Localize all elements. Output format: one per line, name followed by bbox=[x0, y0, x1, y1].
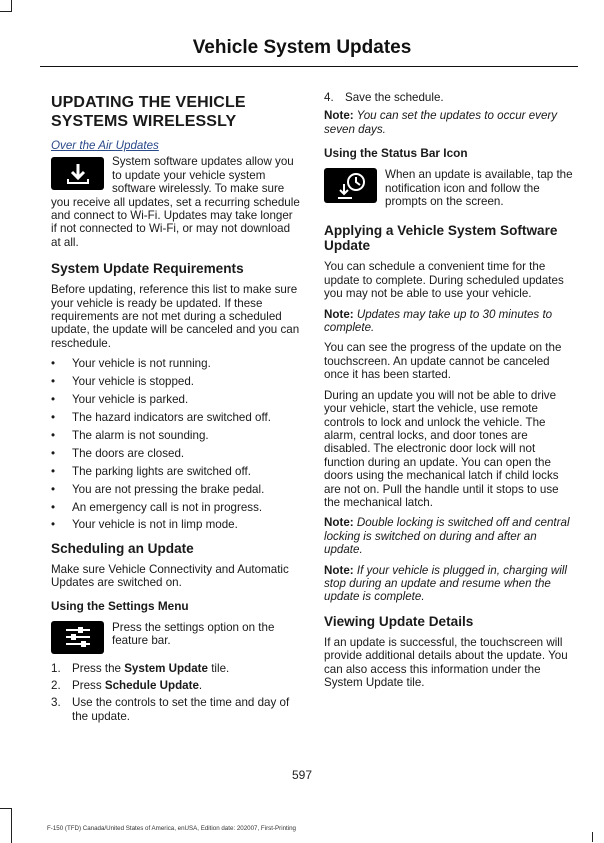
bullet: • bbox=[51, 428, 56, 442]
page-title: Vehicle System Updates bbox=[192, 37, 412, 58]
scheduling-text: Make sure Vehicle Connectivity and Automatic Updates are switched on. bbox=[51, 562, 289, 590]
requirement-text: Your vehicle is stopped. bbox=[72, 375, 195, 389]
note-label: Note: bbox=[324, 516, 354, 530]
settings-text: Press the settings option on the feature bar. bbox=[112, 620, 275, 648]
requirement-item bbox=[51, 393, 301, 406]
requirement-item bbox=[51, 465, 301, 478]
progress-text: You can see the progress of the update on the touchscreen. An update cannot be canceled once it has been started. bbox=[324, 341, 562, 382]
bullet: • bbox=[51, 500, 56, 514]
step-text: . bbox=[198, 679, 203, 693]
settings-sliders-icon bbox=[51, 621, 104, 654]
requirement-text: The alarm is not sounding. bbox=[72, 428, 209, 442]
requirement-text: The hazard indicators are switched off. bbox=[72, 411, 271, 424]
step-emphasis: System Update bbox=[124, 661, 208, 675]
restrictions-text: During an update you will not be able to drive your vehicle, start the vehicle, use remote controls to lock and unlock the vehicle. The alarm, central locks, and door tones are disabled. The electronic door lock will not function during an update. You can open the doors using the mechanical latch if child locks are not on. Pull the handle until it stops to use the mechanical latch. bbox=[324, 388, 559, 509]
requirement-item bbox=[51, 447, 301, 460]
intro-text: System software updates allow you to update your vehicle system software wirelessly. To make sure you receive all updates, set a recurring schedule and connect to Wi-Fi. Updates may take longer if not connected to Wi-Fi, or may not download at all. bbox=[51, 155, 300, 249]
step-item bbox=[51, 662, 301, 675]
step-item bbox=[51, 696, 301, 723]
step-text: tile. bbox=[207, 661, 230, 675]
page-number: 597 bbox=[291, 768, 313, 782]
step-item bbox=[51, 679, 301, 692]
requirement-item bbox=[51, 483, 301, 496]
note-label: Note: bbox=[324, 563, 354, 577]
viewing-heading: Viewing Update Details bbox=[324, 613, 474, 629]
requirement-item bbox=[51, 357, 301, 370]
ota-updates-link[interactable]: Over the Air Updates bbox=[51, 139, 159, 152]
note-text: You can set the updates to occur every seven days. bbox=[324, 109, 558, 136]
right-column bbox=[324, 91, 574, 696]
requirement-item bbox=[51, 501, 301, 514]
requirement-item bbox=[51, 429, 301, 442]
step-item bbox=[324, 91, 574, 104]
requirement-item bbox=[51, 411, 301, 424]
settings-menu-heading: Using the Settings Menu bbox=[51, 598, 189, 613]
step-text: Press bbox=[72, 679, 105, 693]
note-text: Double locking is switched off and central locking is switched on during and after an update. bbox=[324, 516, 570, 557]
crop-mark-bottom-left bbox=[0, 808, 12, 843]
step-text: Press the bbox=[72, 661, 125, 675]
requirement-text: Your vehicle is parked. bbox=[72, 393, 189, 407]
requirement-item bbox=[51, 375, 301, 388]
step-emphasis: Schedule Update bbox=[104, 679, 199, 693]
step-number: 1. bbox=[51, 661, 61, 675]
requirements-text: Before updating, reference this list to make sure your vehicle is ready be updated. If these requirements are not met during a scheduled update, the update will be canceled and you can reschedule. bbox=[51, 283, 300, 350]
note-label: Note: bbox=[324, 307, 354, 321]
scheduling-heading: Scheduling an Update bbox=[51, 540, 194, 556]
step-text: Save the schedule. bbox=[345, 91, 444, 104]
note-label: Note: bbox=[324, 109, 354, 123]
requirement-text: The parking lights are switched off. bbox=[72, 464, 251, 478]
note bbox=[324, 516, 574, 556]
status-bar-heading: Using the Status Bar Icon bbox=[324, 146, 468, 161]
bullet: • bbox=[51, 518, 56, 532]
crop-mark-top-left bbox=[0, 0, 12, 12]
download-icon bbox=[51, 157, 104, 190]
step-number: 3. bbox=[51, 696, 61, 710]
applying-text: You can schedule a convenient time for the update to complete. During scheduled updates you may not be able to use your vehicle. bbox=[324, 260, 564, 301]
bullet: • bbox=[51, 482, 56, 496]
requirement-text: The doors are closed. bbox=[72, 446, 185, 460]
viewing-text: If an update is successful, the touchscreen will provide additional details about the update. You can also access this information under the System Update tile. bbox=[324, 635, 568, 689]
requirement-text: An emergency call is not in progress. bbox=[72, 500, 263, 514]
note bbox=[324, 308, 574, 335]
note bbox=[324, 109, 574, 136]
steps-list-continued bbox=[324, 91, 574, 104]
requirement-text: You are not pressing the brake pedal. bbox=[72, 482, 265, 496]
note-text: Updates may take up to 30 minutes to complete. bbox=[324, 307, 553, 335]
section-heading: UPDATING THE VEHICLE SYSTEMS WIRELESSLY bbox=[51, 94, 246, 130]
footer-text: F-150 (TFD) Canada/United States of America, enUSA, Edition date: 202007, First-Printing bbox=[47, 825, 296, 832]
note-text: If your vehicle is plugged in, charging will stop during an update and resume when the update is complete. bbox=[324, 563, 567, 604]
step-text: Use the controls to set the time and day of the update. bbox=[72, 696, 290, 723]
status-block bbox=[324, 168, 574, 208]
applying-heading: Applying a Vehicle System Software Update bbox=[324, 223, 558, 254]
left-column bbox=[51, 90, 301, 729]
settings-block bbox=[51, 621, 301, 648]
bullet: • bbox=[51, 375, 56, 389]
bullet: • bbox=[51, 411, 56, 424]
bullet: • bbox=[51, 393, 56, 407]
bullet: • bbox=[51, 446, 56, 460]
requirement-text: Your vehicle is not running. bbox=[72, 357, 211, 371]
requirement-item bbox=[51, 518, 301, 531]
requirement-text: Your vehicle is not in limp mode. bbox=[72, 518, 238, 532]
intro-block bbox=[51, 155, 301, 249]
requirements-list bbox=[51, 357, 301, 532]
requirements-heading: System Update Requirements bbox=[51, 261, 244, 277]
crop-mark-bottom-right bbox=[592, 832, 593, 842]
bullet: • bbox=[51, 357, 56, 371]
step-number: 2. bbox=[51, 679, 61, 693]
download-clock-icon bbox=[324, 168, 377, 203]
steps-list bbox=[51, 662, 301, 724]
status-text: When an update is available, tap the notification icon and follow the prompts on the screen. bbox=[385, 168, 573, 209]
note bbox=[324, 564, 574, 604]
title-divider bbox=[40, 66, 578, 67]
step-number: 4. bbox=[324, 91, 334, 104]
bullet: • bbox=[51, 464, 56, 478]
